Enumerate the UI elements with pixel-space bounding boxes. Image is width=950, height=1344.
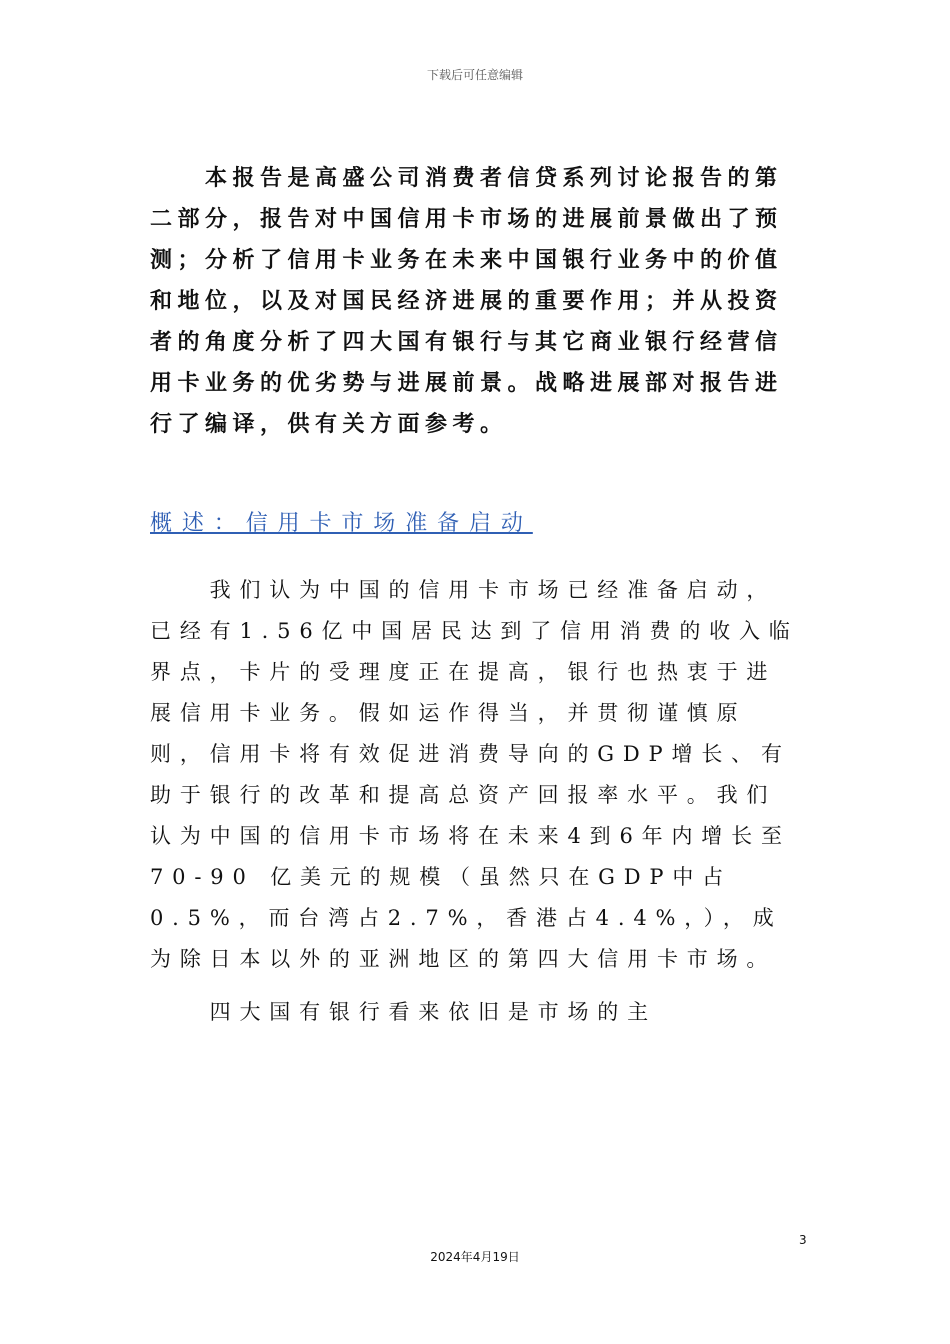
body-paragraph-2: 四大国有银行看来依旧是市场的主 [150,1000,657,1024]
section-body [150,570,805,1033]
intro-paragraph: 本报告是高盛公司消费者信贷系列讨论报告的第二部分，报告对中国信用卡市场的进展前景做出了预测；分析了信用卡业务在未来中国银行业务中的价值和地位，以及对国民经济进展的重要作用；并从投资者的角度分析了四大国有银行与其它商业银行经营信用卡业务的优劣势与进展前景。战略进展部对报告进行了编译，供有关方面参考。 [150,166,783,437]
document-body [150,158,805,1033]
section-heading-wrap [150,445,805,539]
page-header: 下载后可任意编辑 [426,68,523,82]
page-number: 3 [799,1233,807,1247]
section-title-link[interactable]: 概述：信用卡市场准备启动 [150,511,533,536]
body-paragraph-1: 我们认为中国的信用卡市场已经准备启动，已经有1.56亿中国居民达到了信用消费的收入临界点，卡片的受理度正在提高，银行也热衷于进展信用卡业务。假如运作得当，并贯彻谨慎原则，信用卡将有效促进消费导向的GDP增长、有助于银行的改革和提高总资产回报率水平。我们认为中国的信用卡市场将在未来4到6年内增长至70-90 亿美元的规模（虽然只在GDP中占0.5%，而台湾占2.7%，香港占4.4%，），成为除日本以外的亚洲地区的第四大信用卡市场。 [150,578,799,971]
page-footer-date: 2024年4月19日 [430,1250,520,1264]
intro-section [150,158,805,445]
